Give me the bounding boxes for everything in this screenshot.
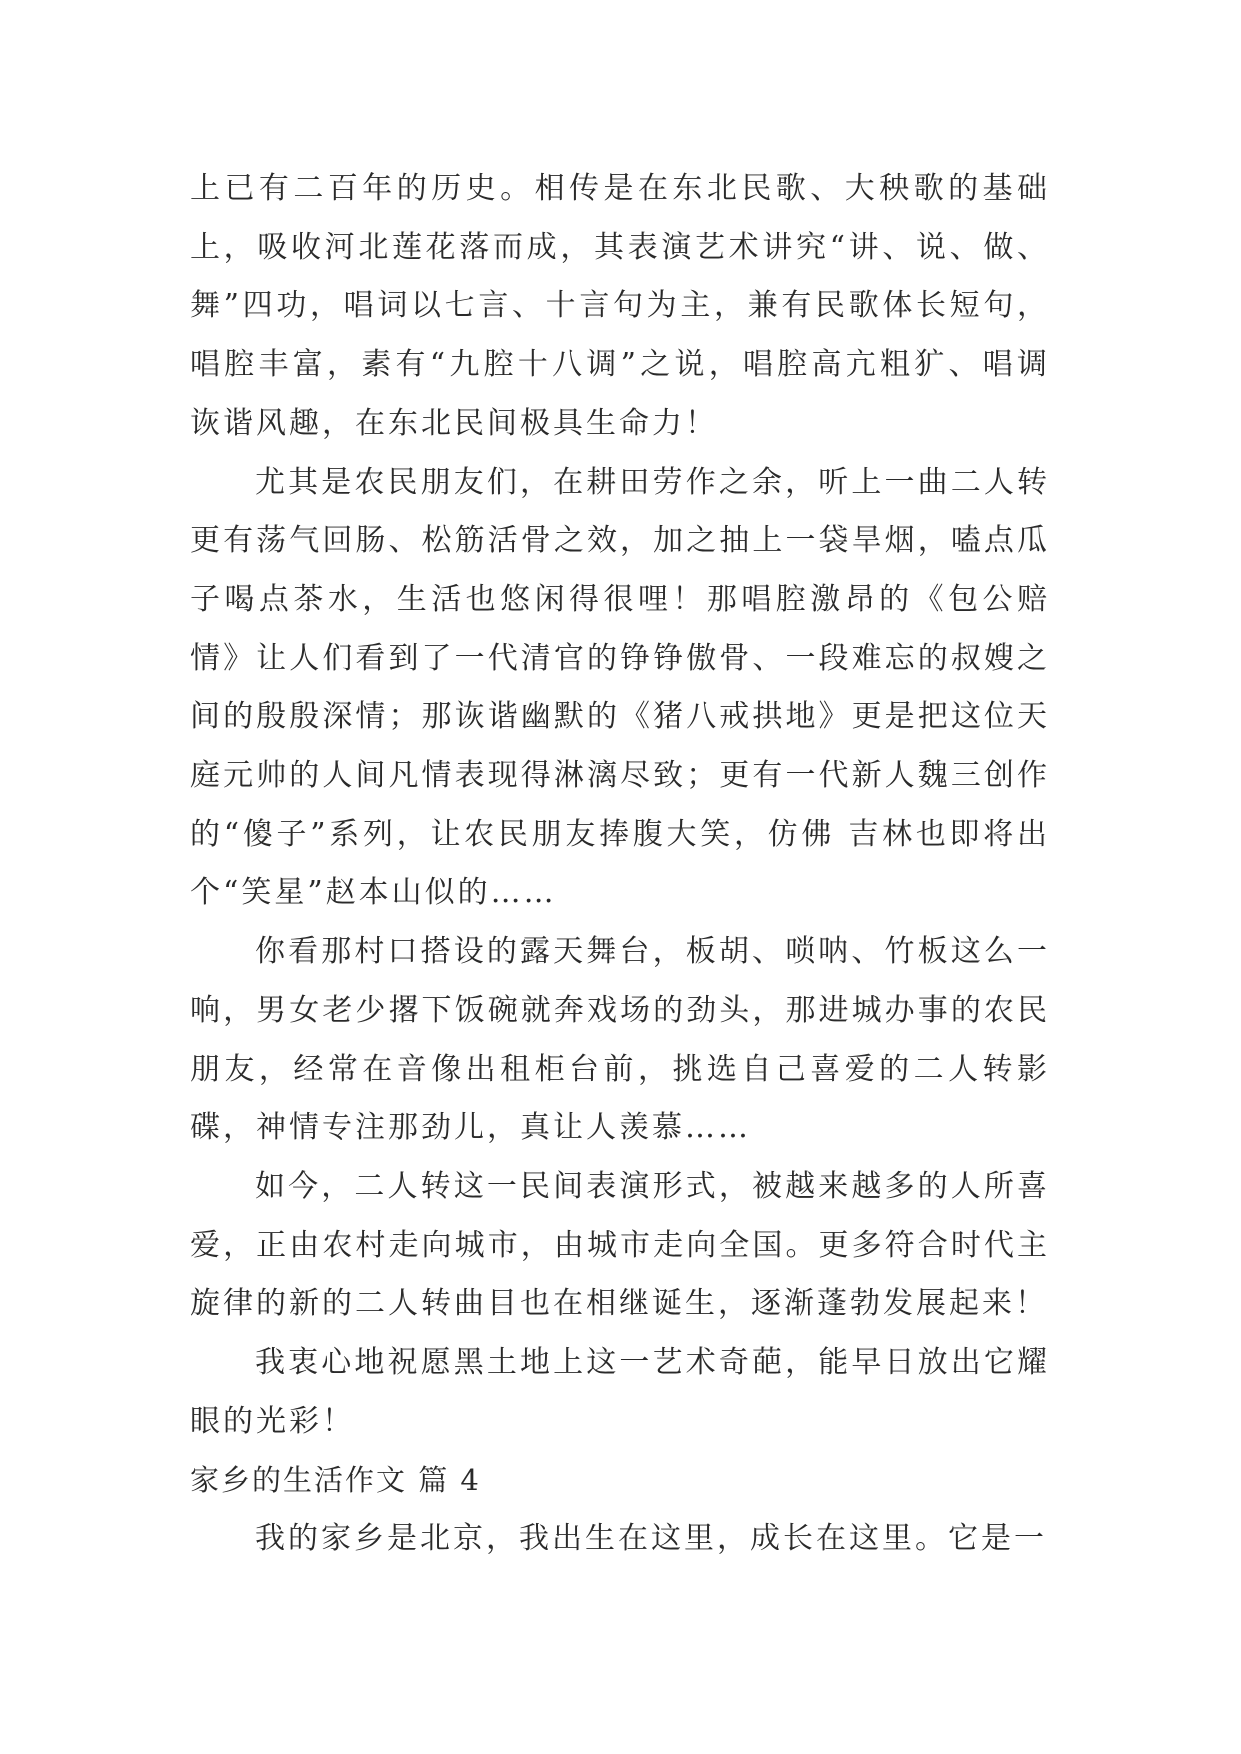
paragraph-beijing: 我的家乡是北京，我出生在这里，成长在这里。它是一 — [255, 1521, 1047, 1557]
essay-body — [190, 160, 1050, 1569]
section-heading: 家乡的生活作文 篇 4 — [190, 1463, 481, 1498]
paragraph-nowadays: 如今，二人转这一民间表演形式，被越来越多的人所喜爱，正由农村走向城市，由城市走向全国。更多符合时代主旋律的新的二人转曲目也在相继诞生，逐渐蓬勃发展起来！ — [190, 1168, 1050, 1322]
paragraph-history: 上已有二百年的历史。相传是在东北民歌、大秧歌的基础上，吸收河北莲花落而成，其表演艺术讲究“讲、说、做、舞”四功，唱词以七言、十言句为主，兼有民歌体长短句，唱腔丰富，素有“九腔十八调”之说，唱腔高亢粗犷、唱调诙谐风趣，在东北民间极具生命力！ — [190, 171, 1050, 441]
paragraph-farmers: 尤其是农民朋友们，在耕田劳作之余，听上一曲二人转更有荡气回肠、松筋活骨之效，加之抽上一袋旱烟，嗑点瓜子喝点茶水，生活也悠闲得很哩！那唱腔激昂的《包公赔情》让人们看到了一代清官的铮铮傲骨、一段难忘的叔嫂之间的殷殷深情；那诙谐幽默的《猪八戒拱地》更是把这位天庭元帅的人间凡情表现得淋漓尽致；更有一代新人魏三创作的“傻子”系列，让农民朋友捧腹大笑，仿佛 吉林也即将出个“笑星”赵本山似的…… — [190, 464, 1050, 911]
paragraph-village-stage: 你看那村口搭设的露天舞台，板胡、唢呐、竹板这么一响，男女老少撂下饭碗就奔戏场的劲头，那进城办事的农民朋友，经常在音像出租柜台前，挑选自己喜爱的二人转影碟，神情专注那劲儿，真让人羡慕…… — [190, 934, 1050, 1146]
paragraph-wish: 我衷心地祝愿黑土地上这一艺术奇葩，能早日放出它耀眼的光彩！ — [190, 1345, 1050, 1439]
